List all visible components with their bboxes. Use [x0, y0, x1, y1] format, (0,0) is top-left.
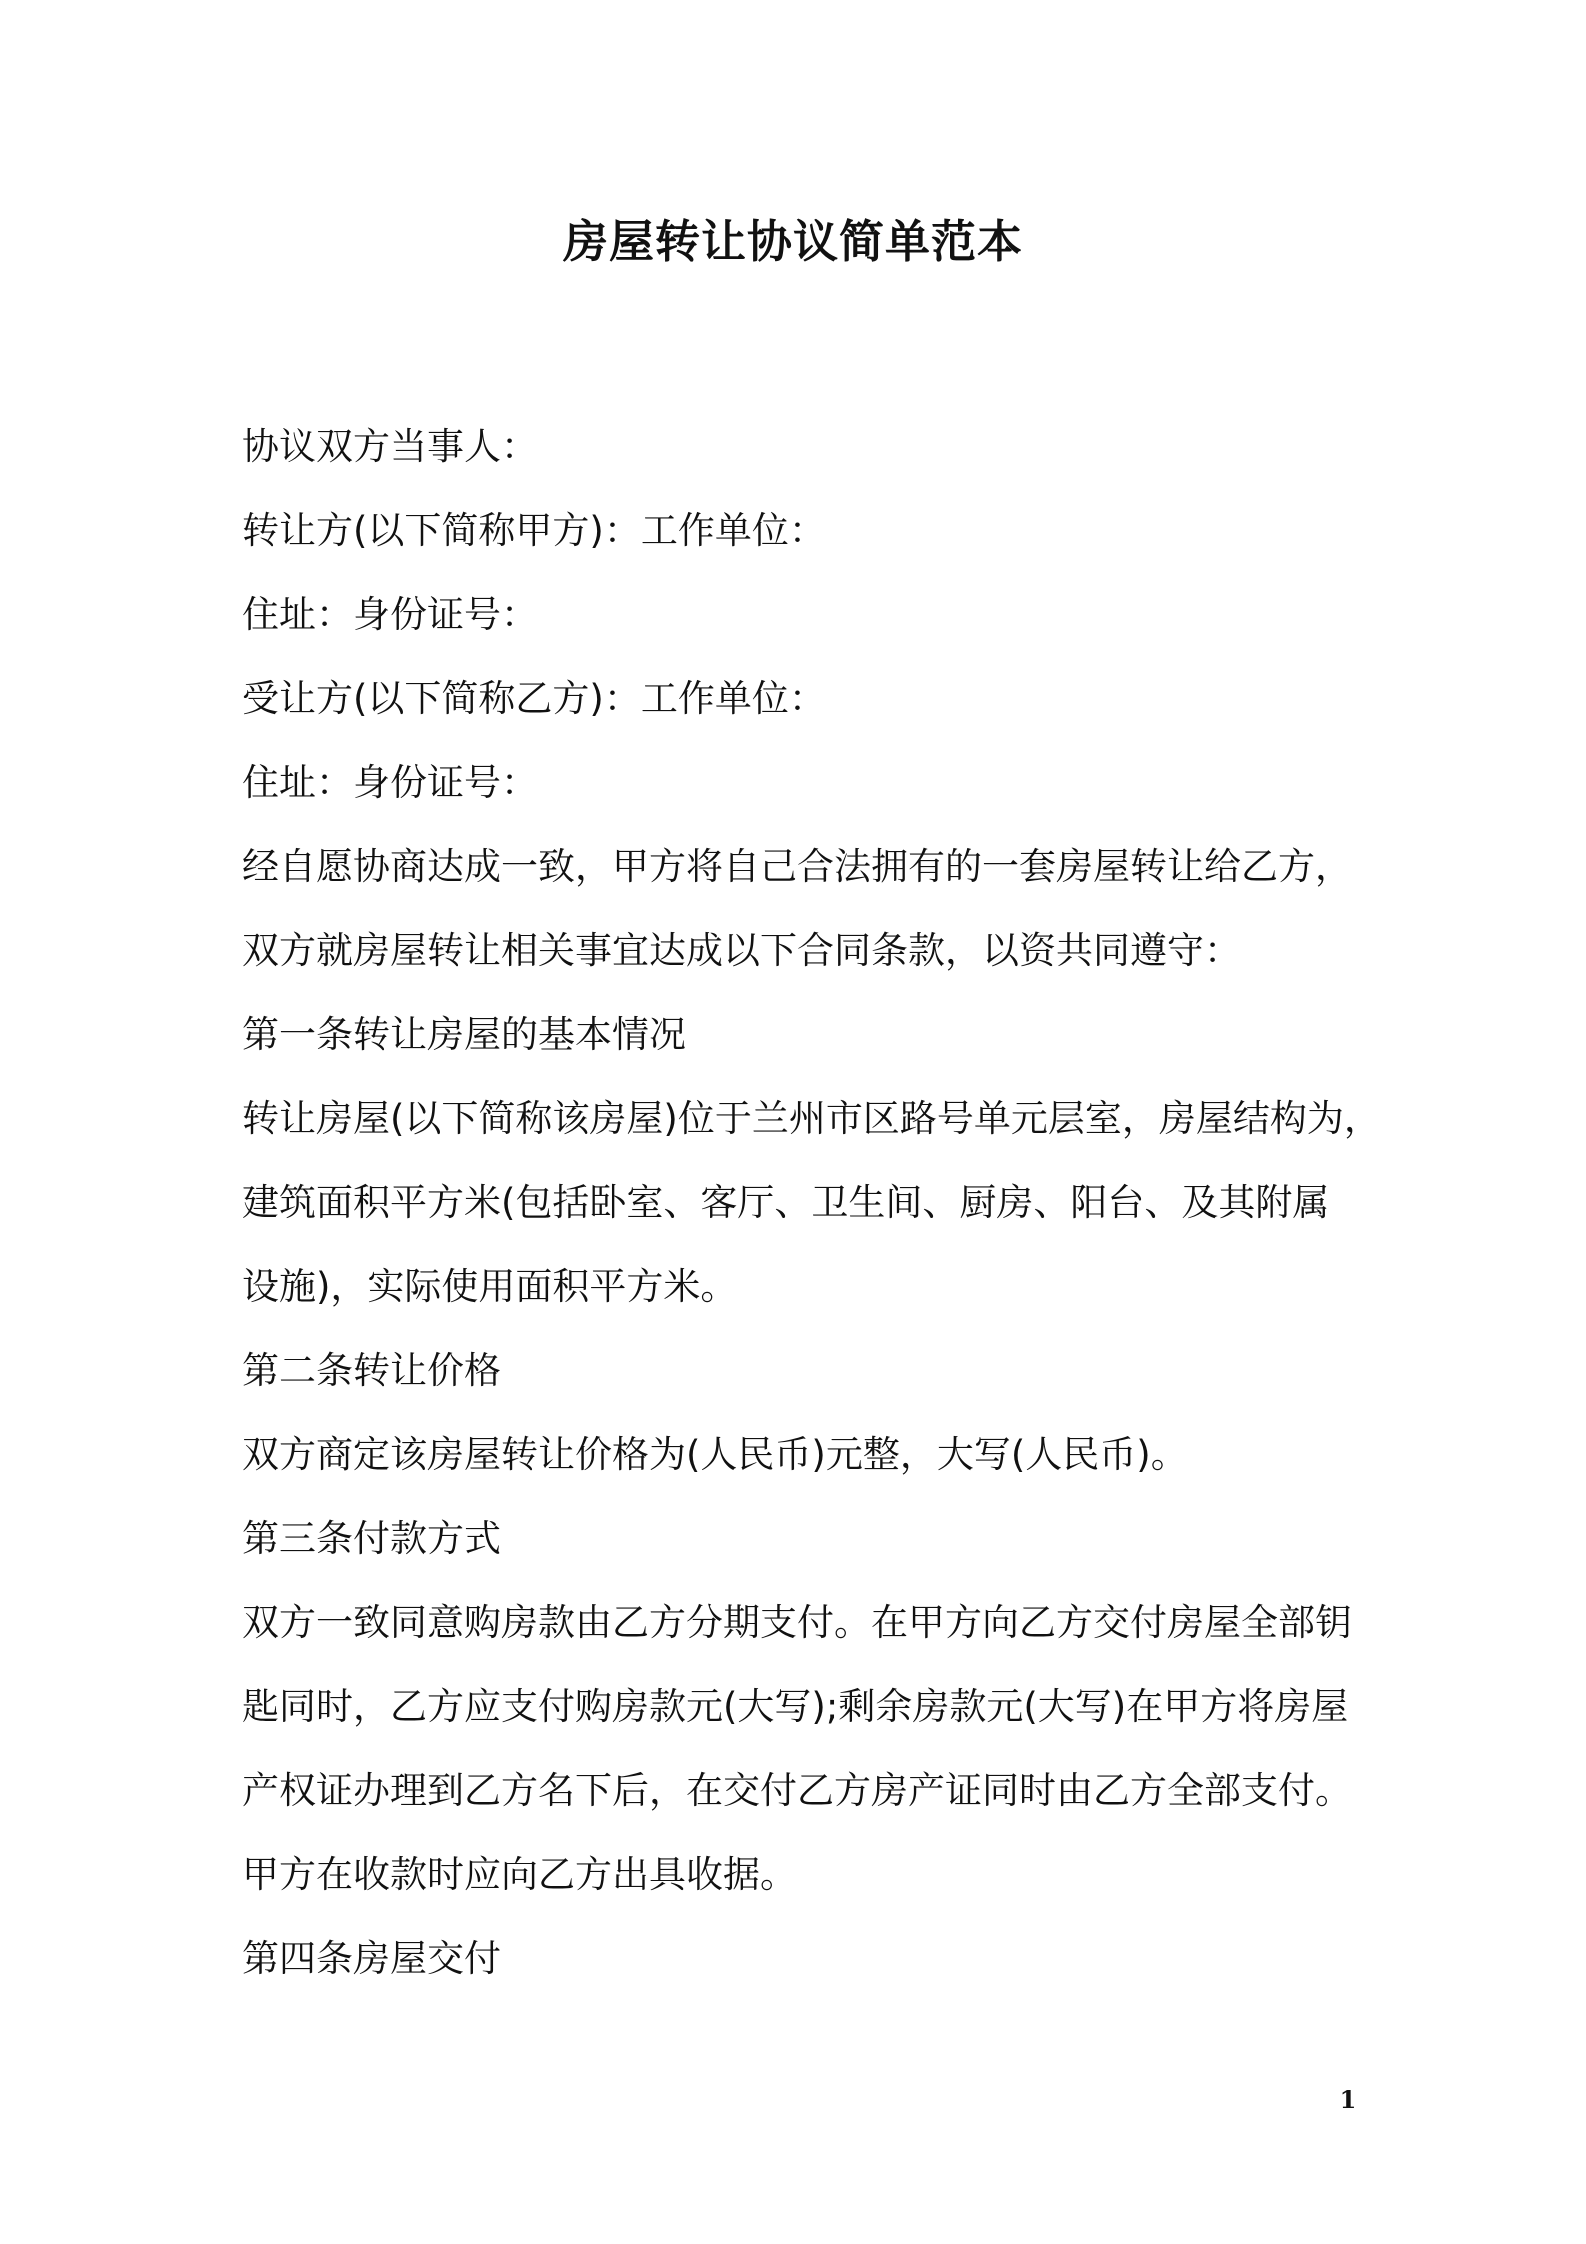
- document-title: 房屋转让协议简单范本: [562, 215, 1023, 268]
- text-line-article-3-c: 产权证办理到乙方名下后，在交付乙方房产证同时由乙方全部支付。: [242, 1769, 1352, 1812]
- page-number: 1: [1339, 2085, 1357, 2114]
- text-line-article-3-d: 甲方在收款时应向乙方出具收据。: [242, 1853, 797, 1896]
- article-3-heading: 第三条付款方式: [242, 1517, 501, 1560]
- text-line-transferee-address: 住址：身份证号：: [242, 761, 538, 804]
- text-line-article-1-c: 设施)，实际使用面积平方米。: [242, 1265, 738, 1308]
- text-line-article-3-a: 双方一致同意购房款由乙方分期支付。在甲方向乙方交付房屋全部钥: [242, 1601, 1352, 1644]
- text-line-preamble-2: 双方就房屋转让相关事宜达成以下合同条款，以资共同遵守：: [242, 929, 1241, 972]
- article-2-heading: 第二条转让价格: [242, 1349, 501, 1392]
- text-line-article-3-b: 匙同时，乙方应支付购房款元(大写);剩余房款元(大写)在甲方将房屋: [242, 1685, 1349, 1728]
- article-1-heading: 第一条转让房屋的基本情况: [242, 1013, 686, 1056]
- text-line-preamble-1: 经自愿协商达成一致，甲方将自己合法拥有的一套房屋转让给乙方，: [242, 845, 1352, 888]
- text-line-article-1-b: 建筑面积平方米(包括卧室、客厅、卫生间、厨房、阳台、及其附属: [242, 1181, 1330, 1224]
- text-line-article-1-a: 转让房屋(以下简称该房屋)位于兰州市区路号单元层室，房屋结构为，: [242, 1097, 1381, 1140]
- text-line-article-2-a: 双方商定该房屋转让价格为(人民币)元整，大写(人民币)。: [242, 1433, 1188, 1476]
- text-line-transferor: 转让方(以下简称甲方)：工作单位：: [242, 509, 826, 552]
- text-line-transferor-address: 住址：身份证号：: [242, 593, 538, 636]
- document-body: [242, 405, 1392, 2001]
- text-line-transferee: 受让方(以下简称乙方)：工作单位：: [242, 677, 826, 720]
- text-line-parties-heading: 协议双方当事人：: [242, 425, 538, 468]
- article-4-heading: 第四条房屋交付: [242, 1937, 501, 1980]
